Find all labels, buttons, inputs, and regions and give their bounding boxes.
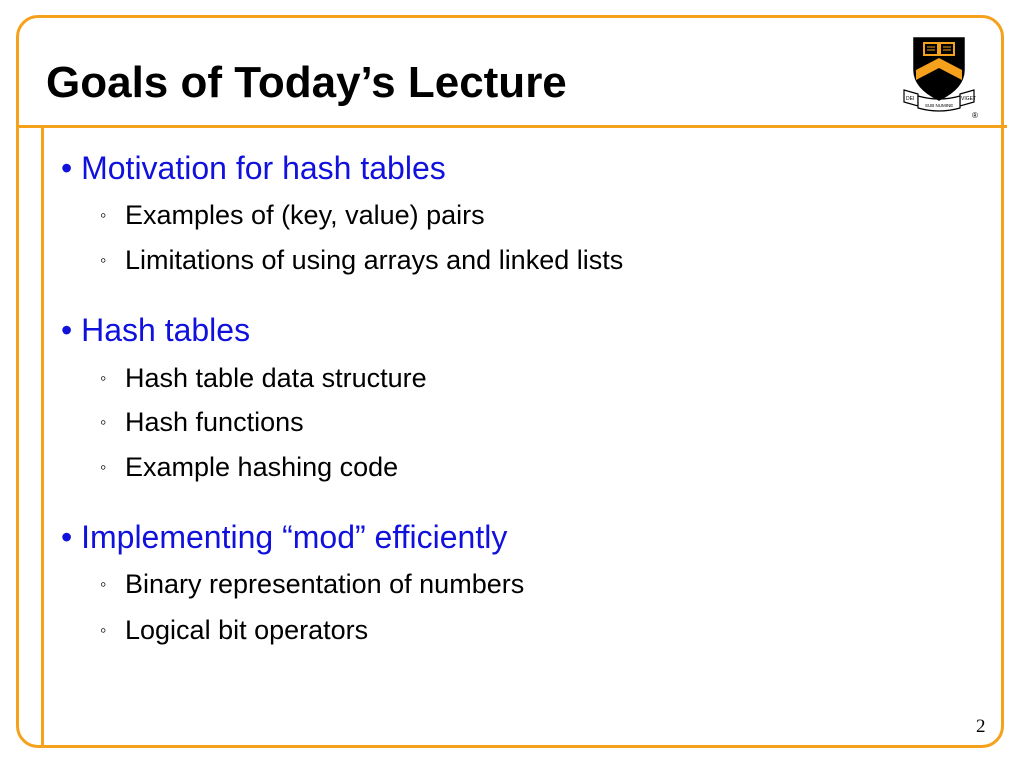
bullet-1: [61, 148, 446, 188]
bullet-text: Implementing “mod” efficiently: [81, 519, 508, 555]
title-divider: [16, 125, 1007, 128]
page-number: 2: [976, 716, 986, 737]
sub-bullet-text: Hash functions: [125, 407, 304, 437]
sub-bullet-marker: ◦: [100, 412, 107, 432]
sub-bullet-marker: ◦: [100, 250, 107, 270]
sub-bullet-text: Example hashing code: [125, 452, 399, 482]
sub-bullet-text: Hash table data structure: [125, 363, 427, 393]
sub-bullet-marker: ◦: [100, 457, 107, 477]
sub-bullet-2-2: [100, 405, 304, 439]
bullet-3: [61, 517, 507, 557]
sub-bullet-1-1: [100, 198, 485, 232]
banner-left-text: DEI: [906, 96, 915, 102]
sub-bullet-text: Logical bit operators: [125, 615, 369, 645]
princeton-shield-icon: [898, 30, 980, 122]
bullet-marker: •: [61, 150, 73, 186]
sub-bullet-marker: ◦: [100, 620, 107, 640]
sub-bullet-2-1: [100, 361, 427, 395]
sub-bullet-2-3: [100, 450, 398, 484]
sub-bullet-marker: ◦: [100, 574, 107, 594]
bullet-marker: •: [61, 519, 73, 555]
banner-center-text: SUB NUMINE: [925, 103, 954, 108]
bullet-text: Hash tables: [81, 312, 251, 348]
sub-bullet-1-2: [100, 243, 623, 277]
bullet-marker: •: [61, 312, 73, 348]
bullet-text: Motivation for hash tables: [81, 150, 446, 186]
registered-mark: ®: [972, 111, 978, 120]
sub-bullet-marker: ◦: [100, 368, 107, 388]
sub-bullet-3-1: [100, 567, 524, 601]
sub-bullet-text: Limitations of using arrays and linked lists: [125, 245, 624, 275]
banner-right-text: VIGET: [961, 96, 977, 102]
sub-bullet-text: Examples of (key, value) pairs: [125, 200, 485, 230]
left-margin-rule: [41, 125, 44, 748]
sub-bullet-marker: ◦: [100, 205, 107, 225]
bullet-2: [61, 310, 250, 350]
slide-title: Goals of Today’s Lecture: [46, 58, 567, 107]
sub-bullet-3-2: [100, 613, 368, 647]
sub-bullet-text: Binary representation of numbers: [125, 569, 525, 599]
